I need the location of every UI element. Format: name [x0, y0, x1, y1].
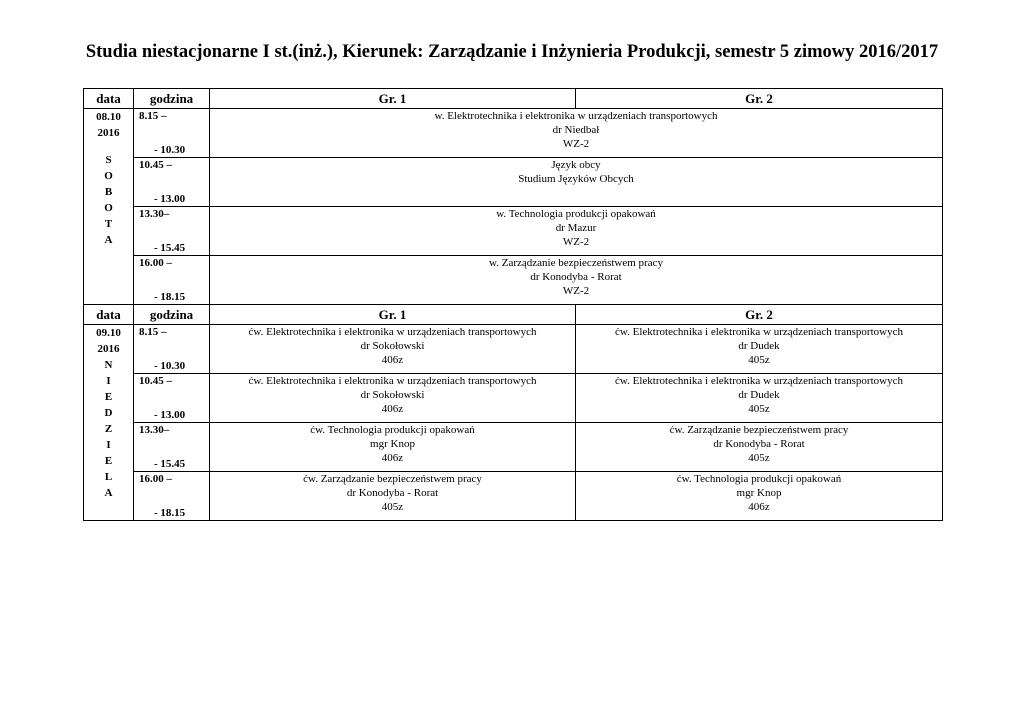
time-cell [134, 423, 210, 472]
time-start: 16.00 – [139, 257, 172, 269]
class-cell [210, 158, 943, 207]
table-row [84, 472, 943, 521]
day-letter: L [104, 471, 113, 483]
room-name: 405z [748, 403, 770, 415]
time-end: - 15.45 [154, 458, 186, 470]
header-group-2: Gr. 2 [576, 305, 943, 325]
time-cell [134, 109, 210, 158]
course-name: ćw. Technologia produkcji opakowań [310, 424, 475, 436]
page-title: Studia niestacjonarne I st.(inż.), Kierunek: Zarządzanie i Inżynieria Produkcji, semestr 5 zimowy 2016/2017 [85, 42, 939, 62]
teacher-name: dr Konodyba - Rorat [713, 438, 805, 450]
time-end: - 13.00 [154, 409, 186, 421]
room-name: WZ-2 [562, 138, 590, 150]
teacher-name: dr Sokołowski [360, 389, 425, 401]
day-letter: N [104, 359, 113, 371]
day-date: 09.10 [96, 327, 121, 339]
day-letter: Z [104, 423, 113, 435]
time-cell [134, 158, 210, 207]
time-cell [134, 207, 210, 256]
header-date: data [84, 305, 134, 325]
day-letter: O [104, 202, 113, 214]
time-cell [134, 325, 210, 374]
time-start: 8.15 – [139, 326, 167, 338]
schedule-table [83, 88, 943, 521]
class-cell-group-1 [210, 423, 576, 472]
room-name: 406z [381, 354, 404, 366]
time-end: - 15.45 [154, 242, 186, 254]
teacher-name: mgr Knop [370, 438, 415, 450]
day-letter: A [104, 234, 113, 246]
class-cell-group-2 [576, 472, 943, 521]
teacher-name: dr Sokołowski [360, 340, 425, 352]
teacher-name: dr Konodyba - Rorat [346, 487, 439, 499]
time-cell [134, 472, 210, 521]
time-end: - 13.00 [154, 193, 186, 205]
class-cell [210, 256, 943, 305]
teacher-name: mgr Knop [736, 487, 782, 499]
teacher-name: dr Dudek [738, 340, 780, 352]
day-letter: E [104, 455, 113, 467]
header-time: godzina [134, 305, 210, 325]
room-name: 405z [748, 452, 770, 464]
room-name: WZ-2 [562, 285, 590, 297]
header-row [84, 305, 943, 325]
time-start: 13.30– [139, 208, 170, 220]
course-name: w. Zarządzanie bezpieczeństwem pracy [489, 257, 663, 269]
header-time: godzina [134, 89, 210, 109]
day-letter: I [106, 375, 111, 387]
time-end: - 18.15 [154, 507, 186, 519]
time-end: - 10.30 [154, 144, 186, 156]
room-name: WZ-2 [562, 236, 590, 248]
room-name: 406z [381, 403, 404, 415]
day-year: 2016 [97, 343, 120, 355]
course-name: ćw. Technologia produkcji opakowań [676, 473, 842, 485]
table-row [84, 158, 943, 207]
table-row [84, 423, 943, 472]
room-name: 406z [748, 501, 770, 513]
table-row [84, 207, 943, 256]
class-cell-group-1 [210, 325, 576, 374]
day-letter: E [104, 391, 113, 403]
time-start: 10.45 – [139, 159, 172, 171]
time-end: - 10.30 [154, 360, 186, 372]
course-name: Język obcy [551, 159, 601, 171]
day-date: 08.10 [96, 111, 121, 123]
day-year: 2016 [97, 127, 120, 139]
class-cell-group-1 [210, 374, 576, 423]
time-start: 13.30– [139, 424, 170, 436]
course-name: ćw. Zarządzanie bezpieczeństwem pracy [669, 424, 849, 436]
day-letter: T [104, 218, 113, 230]
time-cell [134, 374, 210, 423]
course-name: ćw. Elektrotechnika i elektronika w urządzeniach transportowych [615, 326, 903, 338]
header-row [84, 89, 943, 109]
day-letter: D [104, 407, 113, 419]
header-group-1: Gr. 1 [210, 305, 576, 325]
course-name: ćw. Elektrotechnika i elektronika w urządzeniach transportowych [248, 326, 537, 338]
class-cell-group-1 [210, 472, 576, 521]
course-name: w. Elektrotechnika i elektronika w urządzeniach transportowych [434, 110, 718, 122]
time-start: 16.00 – [139, 473, 172, 485]
teacher-name: dr Niedbał [552, 124, 600, 136]
course-name: ćw. Zarządzanie bezpieczeństwem pracy [303, 473, 482, 485]
course-name: w. Technologia produkcji opakowań [496, 208, 656, 220]
course-name: ćw. Elektrotechnika i elektronika w urządzeniach transportowych [248, 375, 537, 387]
class-cell-group-2 [576, 374, 943, 423]
teacher-name: dr Dudek [738, 389, 780, 401]
course-name: ćw. Elektrotechnika i elektronika w urządzeniach transportowych [615, 375, 903, 387]
table-row [84, 109, 943, 158]
class-cell-group-2 [576, 423, 943, 472]
day-letter: B [104, 186, 113, 198]
teacher-name: Studium Języków Obcych [518, 173, 634, 185]
room-name: 405z [748, 354, 770, 366]
day-letter: I [106, 439, 111, 451]
table-row [84, 256, 943, 305]
day-letter: S [105, 154, 112, 166]
class-cell [210, 109, 943, 158]
room-name: 405z [381, 501, 404, 513]
day-date-cell [84, 109, 134, 305]
time-end: - 18.15 [154, 291, 186, 303]
table-row [84, 374, 943, 423]
time-start: 8.15 – [139, 110, 167, 122]
day-date-cell [84, 325, 134, 521]
header-date: data [84, 89, 134, 109]
header-group-1: Gr. 1 [210, 89, 576, 109]
teacher-name: dr Konodyba - Rorat [530, 271, 622, 283]
teacher-name: dr Mazur [555, 222, 597, 234]
time-start: 10.45 – [139, 375, 172, 387]
day-letter: A [104, 487, 113, 499]
class-cell-group-2 [576, 325, 943, 374]
header-group-2: Gr. 2 [576, 89, 943, 109]
table-row [84, 325, 943, 374]
time-cell [134, 256, 210, 305]
room-name: 406z [381, 452, 404, 464]
day-letter: O [104, 170, 113, 182]
class-cell [210, 207, 943, 256]
